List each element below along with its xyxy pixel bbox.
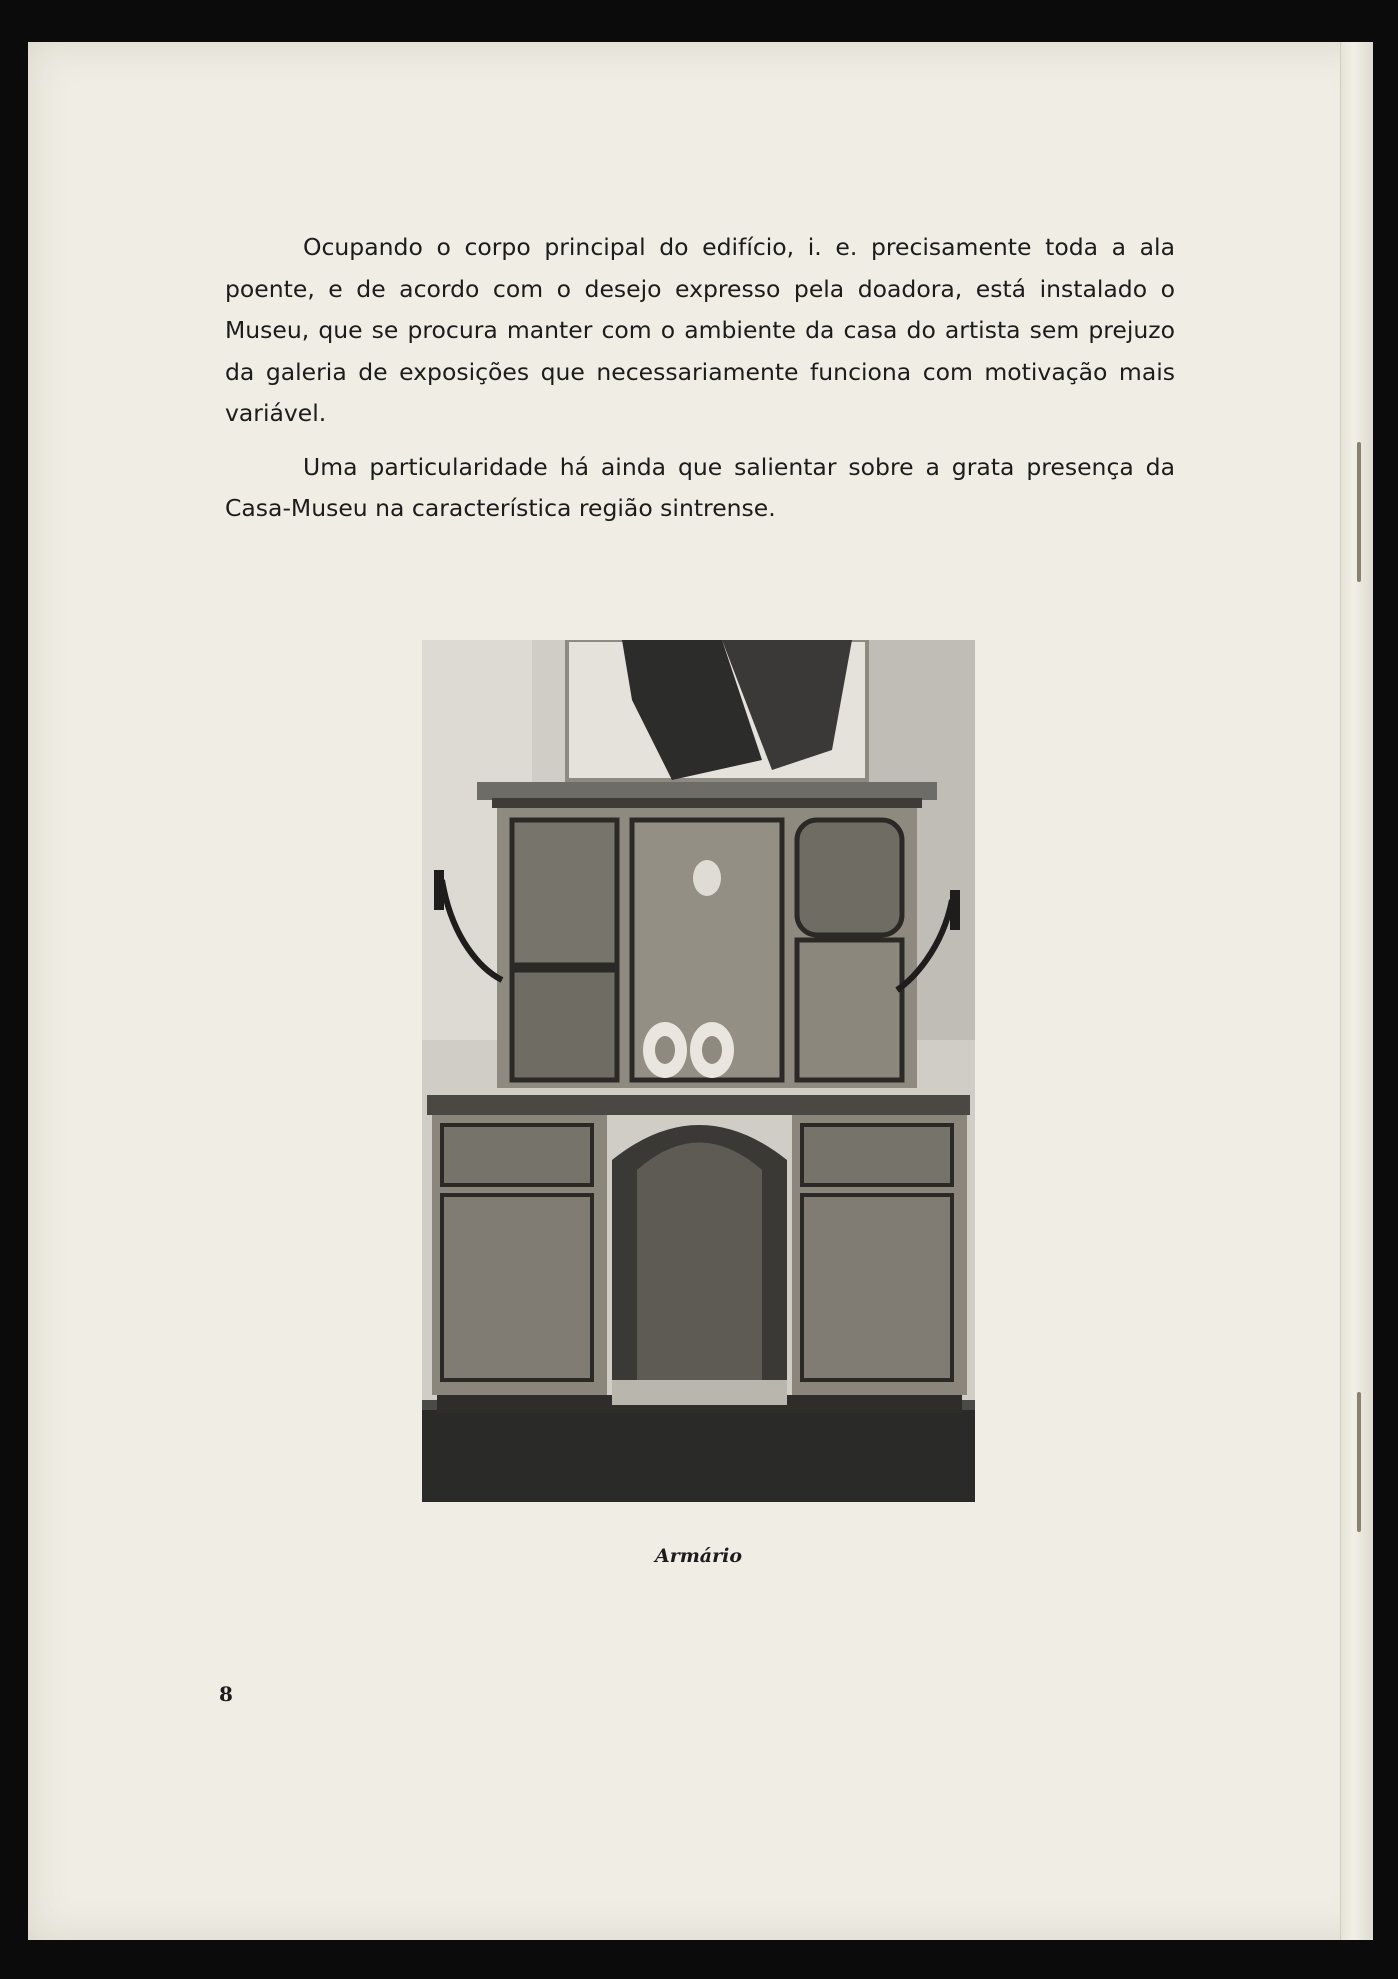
paragraph: Uma particularidade há ainda que salientar sobre a grata presença da Casa-Museu na característica região sintrense. — [225, 452, 1175, 522]
figure-caption: Armário — [654, 1545, 743, 1567]
body-text — [225, 227, 1175, 542]
page-spine — [1340, 42, 1373, 1940]
document-page — [28, 42, 1373, 1940]
cabinet-photo — [422, 640, 975, 1502]
binding-stitch — [1357, 442, 1361, 582]
page-number: 8 — [219, 1682, 233, 1706]
paragraph: Ocupando o corpo principal do edifício, i. e. precisamente toda a ala poente, e de acordo com o desejo expresso pela doadora, está instalado o Museu, que se procura manter com o ambiente da casa do artista sem prejuzo da galeria de exposições que necessariamente funciona com motivação mais variável. — [225, 233, 1175, 427]
binding-stitch — [1357, 1392, 1361, 1532]
